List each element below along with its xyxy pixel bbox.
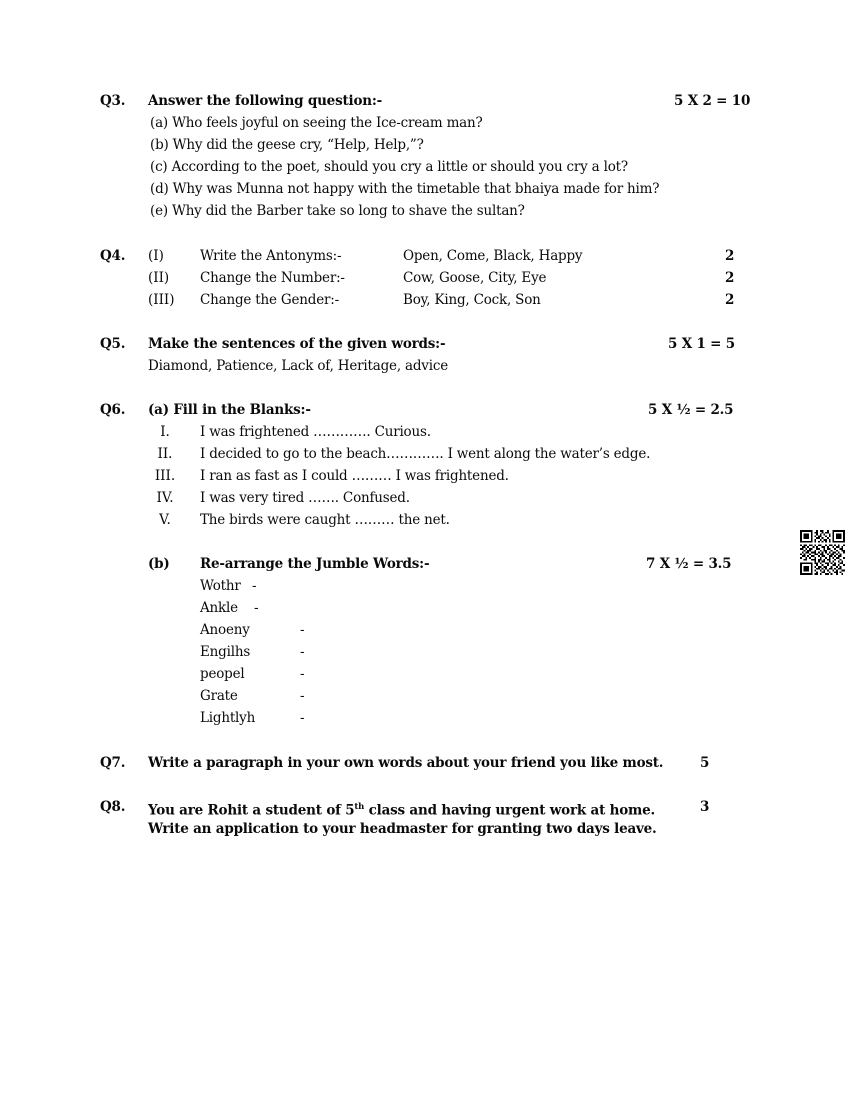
q6a-text-3: I ran as fast as I could ……… I was frightened. (200, 468, 509, 484)
q7-number: Q7. (100, 755, 126, 771)
q4-row-3 (0, 289, 850, 311)
q6b-item-2 (0, 597, 850, 619)
q4-roman-2: (II) (148, 270, 170, 286)
q7-title: Write a paragraph in your own words about your friend you like most. (148, 755, 664, 771)
q6b-label: (b) (148, 556, 170, 572)
q4-words-1: Open, Come, Black, Happy (403, 248, 583, 264)
q6a-text-1: I was frightened …………. Curious. (200, 424, 431, 440)
q6b-item-6 (0, 685, 850, 707)
q6a-item-3 (0, 465, 850, 487)
q6a-roman-2: II. (157, 446, 173, 462)
q6b-dash-5: - (300, 666, 305, 682)
q4-task-3: Change the Gender:- (200, 292, 339, 308)
q4-roman-3: (III) (148, 292, 175, 308)
q4-number: Q4. (100, 248, 126, 264)
q6a-roman-5: V. (159, 512, 171, 528)
q6a-item-4 (0, 487, 850, 509)
q6b-item-7 (0, 707, 850, 729)
q5-heading-row (0, 333, 850, 355)
q6b-word-7: Lightlyh (200, 710, 256, 726)
q8-number: Q8. (100, 799, 126, 815)
q6b-item-1 (0, 575, 850, 597)
q3-item-c-text: (c) According to the poet, should you cry a little or should you cry a lot? (150, 159, 628, 175)
q5-words-row (0, 355, 850, 377)
question-q8 (0, 796, 850, 840)
q6b-word-2: Ankle (200, 600, 238, 616)
question-q4 (0, 245, 850, 311)
q3-marks: 5 X 2 = 10 (674, 93, 751, 109)
q3-number: Q3. (100, 93, 126, 109)
question-q6-part-b (0, 553, 850, 729)
q6b-marks: 7 X ½ = 3.5 (646, 556, 732, 572)
q4-marks-1: 2 (725, 248, 735, 264)
q6b-dash-4: - (300, 644, 305, 660)
q6a-marks: 5 X ½ = 2.5 (648, 402, 734, 418)
q6a-text-5: The birds were caught ……… the net. (200, 512, 450, 528)
q3-item-b-text: (b) Why did the geese cry, “Help, Help,”? (150, 137, 424, 153)
q4-task-1: Write the Antonyms:- (200, 248, 342, 264)
q3-item-a (0, 112, 850, 134)
q6b-word-5: peopel (200, 666, 245, 682)
q8-marks: 3 (700, 799, 710, 815)
question-q3 (0, 90, 850, 222)
q6a-item-1 (0, 421, 850, 443)
q6a-roman-1: I. (160, 424, 170, 440)
q6a-text-4: I was very tired ……. Confused. (200, 490, 410, 506)
q5-words: Diamond, Patience, Lack of, Heritage, advice (148, 358, 448, 374)
q6b-dash-3: - (300, 622, 305, 638)
q6a-heading-row (0, 399, 850, 421)
q8-line-2-row (0, 818, 850, 840)
q6-number: Q6. (100, 402, 126, 418)
q5-number: Q5. (100, 336, 126, 352)
q8-line-1-before: You are Rohit a student of 5 (148, 802, 355, 819)
q6b-item-4 (0, 641, 850, 663)
q7-heading-row (0, 752, 850, 774)
q8-line-1-row (0, 796, 850, 818)
q6a-title: (a) Fill in the Blanks:- (148, 402, 311, 418)
q8-line-2: Write an application to your headmaster for granting two days leave. (148, 821, 657, 837)
q3-item-e (0, 200, 850, 222)
q6b-word-4: Engilhs (200, 644, 251, 660)
q6b-dash-6: - (300, 688, 305, 704)
q6b-item-3 (0, 619, 850, 641)
q6b-dash-2: - (254, 600, 259, 616)
q6b-dash-7: - (300, 710, 305, 726)
q3-item-e-text: (e) Why did the Barber take so long to shave the sultan? (150, 203, 525, 219)
q3-item-d-text: (d) Why was Munna not happy with the timetable that bhaiya made for him? (150, 181, 660, 197)
q4-row-1 (0, 245, 850, 267)
q6a-item-5 (0, 509, 850, 531)
q3-title: Answer the following question:- (148, 93, 383, 109)
q4-marks-3: 2 (725, 292, 735, 308)
q6b-item-5 (0, 663, 850, 685)
q6a-item-2 (0, 443, 850, 465)
q6a-roman-3: III. (154, 468, 176, 484)
q4-task-2: Change the Number:- (200, 270, 345, 286)
q4-words-3: Boy, King, Cock, Son (403, 292, 541, 308)
q3-item-d (0, 178, 850, 200)
q4-row-2 (0, 267, 850, 289)
q6b-word-3: Anoeny (200, 622, 250, 638)
q8-ordinal-suffix: th (354, 802, 365, 812)
q6b-dash-1: - (252, 578, 257, 594)
q3-item-a-text: (a) Who feels joyful on seeing the Ice-cream man? (150, 115, 483, 131)
q6b-heading-row (0, 553, 850, 575)
q5-title: Make the sentences of the given words:- (148, 336, 446, 352)
q3-item-b (0, 134, 850, 156)
q3-heading-row (0, 90, 850, 112)
question-q7 (0, 752, 850, 774)
qr-code-icon (800, 530, 845, 575)
q6a-text-2: I decided to go to the beach…………. I went along the water’s edge. (200, 446, 651, 462)
q4-words-2: Cow, Goose, City, Eye (403, 270, 547, 286)
q6b-word-6: Grate (200, 688, 238, 704)
q6a-roman-4: IV. (156, 490, 174, 506)
q8-line-1-after: class and having urgent work at home. (364, 802, 656, 819)
q4-roman-1: (I) (148, 248, 164, 264)
question-q5 (0, 333, 850, 377)
q4-marks-2: 2 (725, 270, 735, 286)
q7-marks: 5 (700, 755, 710, 771)
q6b-title: Re-arrange the Jumble Words:- (200, 556, 430, 572)
q3-item-c (0, 156, 850, 178)
question-q6-part-a (0, 399, 850, 531)
q5-marks: 5 X 1 = 5 (668, 336, 735, 352)
q6b-word-1: Wothr (200, 578, 241, 594)
